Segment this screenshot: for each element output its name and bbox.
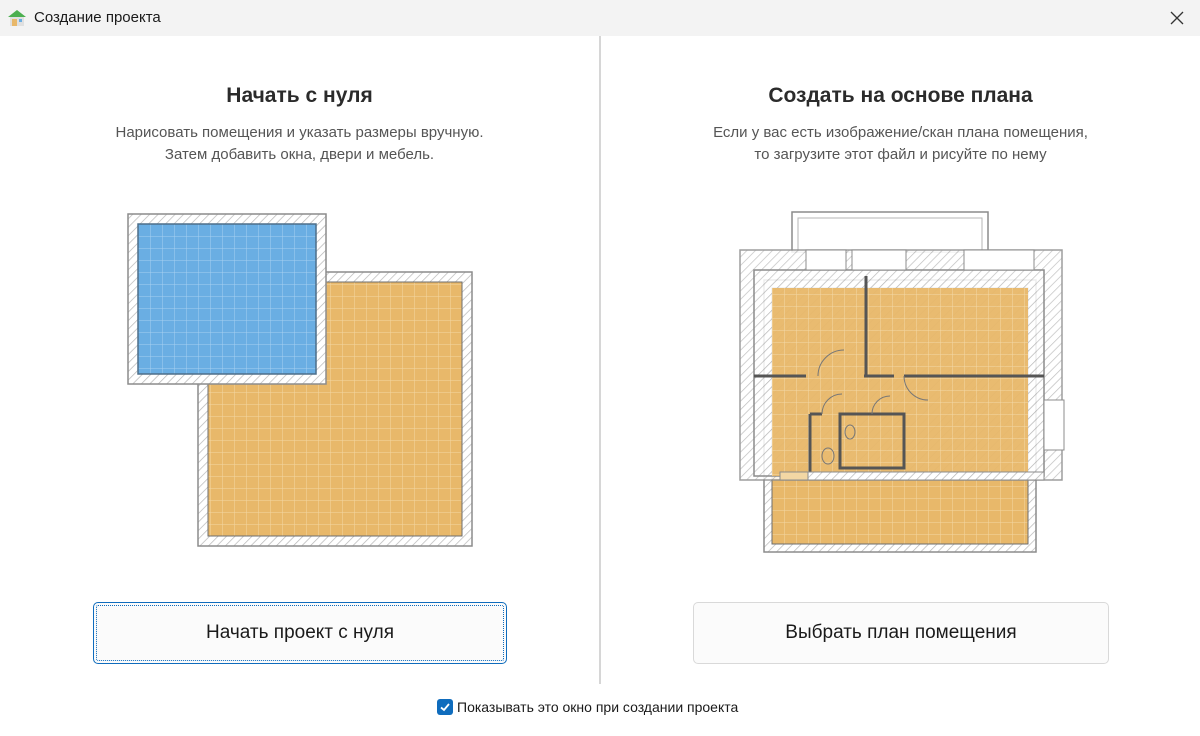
scratch-rooms-illustration: [126, 212, 474, 548]
description-line: Если у вас есть изображение/скан плана помещения,: [713, 124, 1088, 141]
checkmark-icon: [439, 701, 451, 713]
window-title: Создание проекта: [34, 9, 161, 26]
show-on-create-checkbox[interactable]: [437, 699, 453, 715]
title-bar: [0, 0, 1200, 36]
panel-description: [0, 122, 599, 166]
close-icon: [1170, 11, 1184, 25]
start-from-scratch-button[interactable]: Начать проект с нуля: [93, 602, 507, 664]
panel-title: Начать с нуля: [226, 84, 373, 107]
description-line: Затем добавить окна, двери и мебель.: [164, 146, 435, 163]
description-line: Нарисовать помещения и указать размеры вручную.: [115, 124, 484, 141]
floor-plan-illustration: [736, 210, 1066, 554]
close-button[interactable]: [1154, 0, 1200, 36]
checkbox-label[interactable]: Показывать это окно при создании проекта: [457, 699, 739, 715]
show-on-create-option: [437, 699, 738, 715]
description-line: то загрузите этот файл и рисуйте по нему: [754, 146, 1047, 163]
panel-description: [601, 122, 1200, 166]
choose-floor-plan-button[interactable]: Выбрать план помещения: [693, 602, 1109, 664]
house-icon: [6, 7, 28, 29]
panel-title: Создать на основе плана: [768, 84, 1033, 107]
